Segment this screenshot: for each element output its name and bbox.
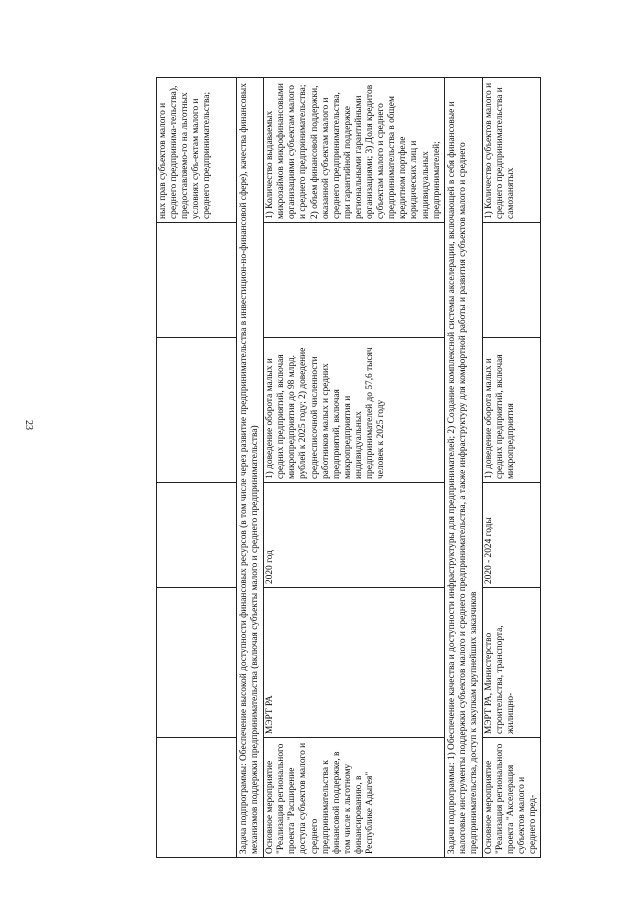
- table-cell: [157, 338, 237, 483]
- table-cell: [157, 738, 237, 858]
- page-number: 23: [23, 420, 34, 430]
- table-row: [264, 78, 445, 858]
- indicators-cell: 1) Количество выдаваемых микрозаймов микрофинансовыми организациями субъектам малого и среднего предпринимательства; 2) объем финансовой поддержки, оказанной субъектам малого и среднего предпринимательства, при гарантийной поддержке региональными гарантийными организациями; 3) Доля кредитов субъектам малого и среднего предпринимательства в общем кредитном портфеле юридических лиц и индивидуальных предпринимателей;: [264, 78, 445, 223]
- executor-cell: МЭРТ РА: [264, 588, 445, 738]
- period-cell: 2020 - 2024 годы: [482, 483, 540, 588]
- table-row: [482, 78, 540, 858]
- executor-cell: МЭРТ РА, Министерство строительства, транспорта, жилищно-: [482, 588, 540, 738]
- program-table: [156, 77, 541, 858]
- table-cell: [157, 588, 237, 738]
- task-row: [444, 78, 482, 858]
- activity-name-cell: Основное мероприятие "Реализация регионального проекта "Акселерация субъектов малого и среднего пред-: [482, 738, 540, 858]
- indicators-cell: 1) Количество субъектов малого и среднего предпринимательства и самозанятых: [482, 78, 540, 223]
- task-heading: Задача подпрограммы: Обеспечение высокой доступности финансовых ресурсов (в том числе через развитие предпринимательства в инвестицион-но-финансовой сфере), качества финансовых механизмов поддержки предпринимательства (включая субъекты малого и среднего предпринимательства): [237, 78, 264, 858]
- activity-name-cell: Основное мероприятие "Реализация регионального проекта "Расширение доступа субъектов малого и среднего предпринимательства к финансовой поддержке, в том числе к льготному финансированию, в Республике Адыгея": [264, 738, 445, 858]
- period-cell: 2020 год: [264, 483, 445, 588]
- table-cell: [157, 223, 237, 338]
- table-cell: [157, 483, 237, 588]
- task-row: [237, 78, 264, 858]
- consequences-cell: [482, 223, 540, 338]
- table-row: [157, 78, 237, 858]
- task-heading: Задачи подпрограммы: 1) Обеспечение качества и доступности инфраструктуры для предпринимателей; 2) Создание комплексной системы акселерации, включающей в себя финансовые и налоговые инструменты поддержки субъектов малого и среднего предпринимательства, а также инфраструктуру для комфортной работы и развития субъектов малого и среднего предпринимательства, доступ к закупкам крупнейших заказчиков: [444, 78, 482, 858]
- result-cell: 1) доведение оборота малых и средних предприятий, включая микропредприятия: [482, 338, 540, 483]
- table-cell: ных прав субъектов малого и среднего предпринима-тельства), предоставляемо-го на льготных условиях субъ-ектам малого и среднего предпринимательства;: [157, 78, 237, 223]
- consequences-cell: [264, 223, 445, 338]
- rotated-table-container: [156, 78, 539, 858]
- result-cell: 1) доведение оборота малых и средних предприятий, включая микропредприятия до 98 млрд. рублей к 2025 году; 2) доведение среднесписочной численности работников малых и средних предприятий, включая микропредприятия и индивидуальных предпринимателей до 57,6 тысяч человек к 2025 году: [264, 338, 445, 483]
